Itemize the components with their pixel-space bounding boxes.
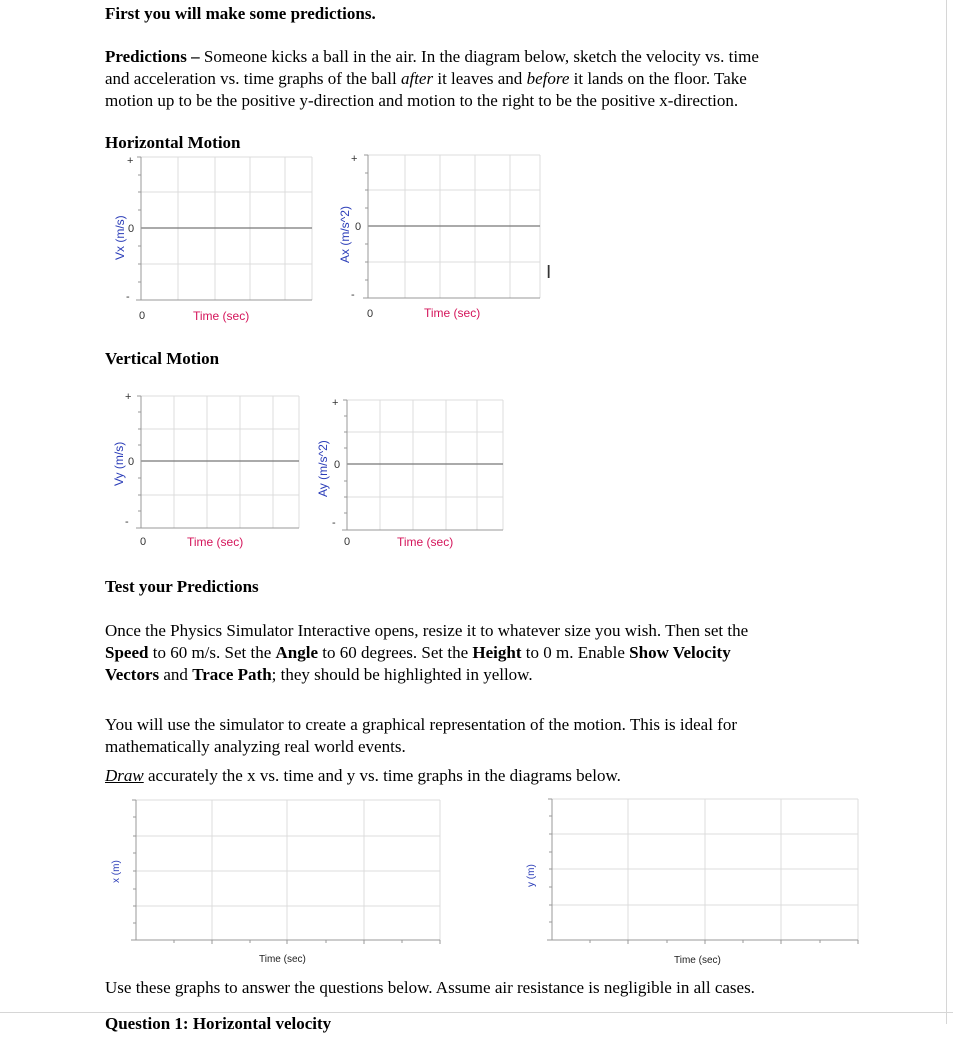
ax-y-axis-label: Ax (m/s^2) (338, 206, 352, 263)
ay-plus-label: + (332, 397, 339, 409)
x-time-graph (95, 795, 445, 970)
ay-zero-x-label: 0 (344, 536, 351, 548)
y-x-ticks (590, 940, 858, 944)
show-velocity-label: Show Velocity (629, 643, 731, 662)
ay-minus-label: - (332, 517, 336, 529)
vx-graph (100, 150, 320, 330)
ay-grid (347, 400, 503, 530)
speed-label: Speed (105, 643, 149, 662)
ay-graph (305, 392, 525, 558)
x-x-ticks (174, 940, 440, 944)
predictions-text-2a: and acceleration vs. time graphs of the ball (105, 69, 401, 88)
ax-x-axis-label: Time (sec) (424, 306, 481, 320)
use-graphs-instruction: Use these graphs to answer the questions below. Assume air resistance is negligible in all cases. (105, 978, 755, 997)
x-y-axis-label: x (m) (111, 860, 122, 883)
ax-zero-y-label: 0 (355, 221, 362, 233)
y-y-axis-label: y (m) (526, 864, 537, 887)
vx-y-ticks (137, 157, 141, 300)
draw-instruction (105, 765, 621, 787)
predictions-line-3: motion up to be the positive y-direction and motion to the right to be the positive x-direction. (105, 91, 739, 110)
test-para-line-2 (105, 642, 731, 664)
y-y-ticks (548, 799, 552, 922)
y-x-axis-label: Time (sec) (674, 955, 721, 966)
horizontal-motion-title: Horizontal Motion (105, 133, 241, 152)
y-time-graph (510, 795, 865, 970)
ax-graph (330, 148, 550, 328)
angle-label: Angle (275, 643, 318, 662)
vy-minus-label: - (125, 516, 129, 528)
ay-zero-y-label: 0 (334, 459, 341, 471)
height-label: Height (472, 643, 522, 662)
vx-minus-label: - (126, 291, 130, 303)
and-text: and (159, 665, 193, 684)
test-predictions-title: Test your Predictions (105, 577, 259, 596)
vy-zero-y-label: 0 (128, 456, 135, 468)
predictions-after: after (400, 69, 434, 88)
test-para-line-3 (105, 664, 533, 686)
predictions-text-2c: it lands on the floor. Take (569, 69, 747, 88)
vy-graph (100, 388, 320, 558)
section-heading: First you will make some predictions. (105, 4, 376, 23)
sim-para-line-1: You will use the simulator to create a graphical representation of the motion. This is ideal for (105, 715, 737, 734)
text-cursor-icon: I (546, 262, 552, 283)
predictions-line-2 (105, 68, 747, 90)
vx-plus-label: + (127, 155, 134, 167)
height-text: to 0 m. Enable (521, 643, 630, 662)
vectors-label: Vectors (105, 665, 160, 684)
vy-y-ticks (137, 396, 141, 528)
ax-zero-x-label: 0 (367, 308, 374, 320)
test-para-line-1: Once the Physics Simulator Interactive opens, resize it to whatever size you wish. Then set the (105, 621, 749, 640)
vx-zero-y-label: 0 (128, 223, 135, 235)
ay-x-axis-label: Time (sec) (397, 535, 454, 549)
vy-grid (141, 396, 299, 528)
x-y-ticks (132, 800, 136, 923)
predictions-label: Predictions – (105, 47, 200, 66)
next-question-heading-cut: Question 1: Horizontal velocity (105, 1014, 332, 1033)
ax-y-ticks (364, 155, 368, 298)
x-x-axis-label: Time (sec) (259, 954, 306, 965)
predictions-before: before (526, 69, 570, 88)
vy-x-axis-label: Time (sec) (187, 535, 244, 549)
vx-x-axis-label: Time (sec) (193, 309, 250, 323)
predictions-text-1: Someone kicks a ball in the air. In the diagram below, sketch the velocity vs. time (199, 47, 759, 66)
vertical-motion-title: Vertical Motion (105, 349, 220, 368)
x-grid (136, 800, 440, 940)
vy-zero-x-label: 0 (140, 536, 147, 548)
end-text: ; they should be highlighted in yellow. (271, 665, 533, 684)
vx-y-axis-label: Vx (m/s) (113, 215, 127, 260)
speed-text: to 60 m/s. Set the (148, 643, 276, 662)
draw-word: Draw (105, 766, 144, 785)
ax-plus-label: + (351, 153, 358, 165)
angle-text: to 60 degrees. Set the (318, 643, 473, 662)
y-grid (552, 799, 858, 940)
vx-zero-x-label: 0 (139, 310, 146, 322)
page-edge-right (946, 0, 947, 1024)
sim-para-line-2: mathematically analyzing real world events. (105, 737, 406, 756)
predictions-text-2b: it leaves and (433, 69, 527, 88)
vy-plus-label: + (125, 391, 132, 403)
trace-path-label: Trace Path (192, 665, 272, 684)
ay-y-axis-label: Ay (m/s^2) (316, 440, 330, 497)
vy-y-axis-label: Vy (m/s) (112, 441, 126, 486)
ay-y-ticks (343, 400, 347, 530)
page-edge-bottom (0, 1012, 953, 1013)
ax-minus-label: - (351, 289, 355, 301)
predictions-line-1 (105, 46, 759, 68)
draw-rest: accurately the x vs. time and y vs. time graphs in the diagrams below. (143, 766, 621, 785)
